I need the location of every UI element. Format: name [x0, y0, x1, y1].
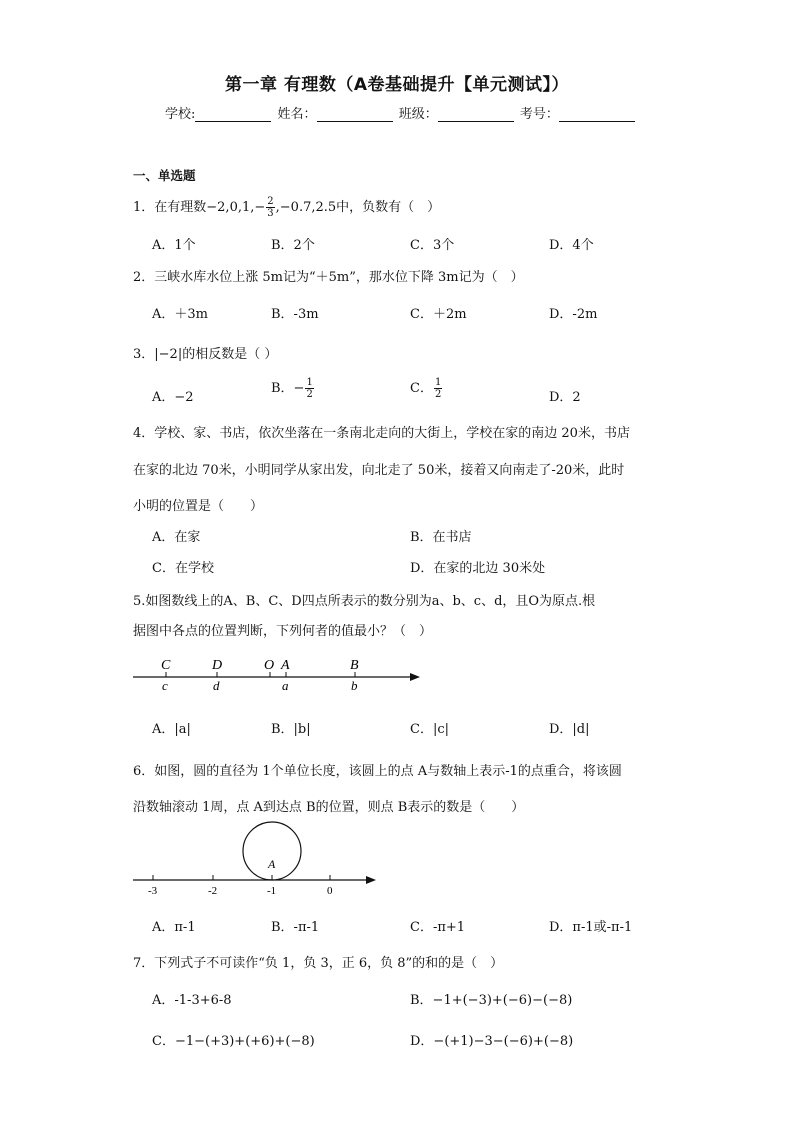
q1-fraction [266, 196, 274, 219]
q5-label-A: A [281, 658, 290, 673]
q6-tick-label-minus-2: -2 [208, 885, 218, 897]
q1-option-c[interactable]: C．3个 [410, 238, 455, 253]
q6-option-b[interactable]: B．-π-1 [271, 920, 320, 935]
q3-b-num: 1 [306, 377, 313, 388]
q6-option-d[interactable]: D．π-1或-π-1 [549, 920, 633, 935]
q5-number-line-figure [0, 650, 794, 700]
q6-tick-label-minus-1: -1 [267, 885, 277, 897]
q5-option-a[interactable]: A．|a| [152, 722, 191, 737]
question-4-line-2: 在家的北边 70米，小明同学从家出发，向北走了 50米，接着又向南走了-20米，此时 [133, 463, 625, 478]
section-title: 一、单选题 [133, 168, 196, 183]
q5-option-d[interactable]: D．|d| [549, 722, 590, 737]
q5-label-O: O [264, 658, 275, 673]
question-4-line-1: 4．学校、家、书店，依次坐落在一条南北走向的大街上，学校在家的南边 20米，书店 [133, 426, 630, 441]
q3-stem-after: 的相反数是（ ） [182, 347, 278, 362]
q3-b-den: 2 [306, 389, 313, 400]
q5-option-c[interactable]: C．|c| [410, 722, 449, 737]
q6-tick-label-0: 0 [327, 885, 333, 897]
q5-label-a: a [282, 678, 289, 693]
q1-stem-before: 1．在有理数−2,0,1,− [133, 200, 266, 215]
question-7-stem: 7．下列式子不可读作“负 1，负 3，正 6，负 8”的和的是（ ） [133, 956, 504, 971]
name-blank[interactable] [317, 107, 393, 122]
q5-label-B: B [350, 658, 359, 673]
q6-option-c[interactable]: C．-π+1 [410, 920, 466, 935]
question-4-line-3: 小明的位置是（ ） [133, 499, 264, 514]
q4-option-d[interactable]: D．在家的北边 30米处 [410, 561, 546, 576]
question-2-stem: 2．三峡水库水位上涨 5m记为“＋5m”，那水位下降 3m记为（ ） [133, 270, 524, 285]
q1-frac-num: 2 [267, 196, 274, 207]
q4-option-a[interactable]: A．在家 [152, 530, 201, 545]
question-5-line-1: 5.如图数线上的A、B、C、D四点所表示的数分别为a、b、c、d，且O为原点.根 [133, 594, 596, 609]
q5-label-d: d [213, 678, 220, 693]
q7-option-c[interactable]: C．−1−(+3)+(+6)+(−8) [152, 1034, 315, 1049]
q3-number: 3． [133, 347, 155, 362]
q6-axis-arrow [366, 876, 376, 884]
q6-tick-label-minus-3: -3 [148, 885, 158, 897]
question-6-line-2: 沿数轴滚动 1周，点 A到达点 B的位置，则点 B表示的数是（ ） [133, 800, 525, 815]
q3-option-b[interactable] [271, 377, 315, 400]
q6-circle [243, 822, 301, 880]
q3-option-c-fraction [434, 377, 442, 400]
q2-option-a[interactable]: A．＋3m [152, 307, 208, 322]
q1-option-a[interactable]: A．1个 [152, 238, 196, 253]
name-label: 姓名： [277, 107, 317, 122]
q6-circle-number-line-figure [0, 818, 794, 900]
q2-option-b[interactable]: B．-3m [271, 307, 319, 322]
q5-label-b: b [351, 678, 358, 693]
q3-option-c-prefix: C． [410, 381, 433, 396]
q5-axis-arrow [410, 673, 420, 681]
student-info-line [165, 103, 637, 122]
q1-option-d[interactable]: D．4个 [549, 238, 594, 253]
school-blank[interactable] [195, 107, 271, 122]
q3-c-den: 2 [434, 389, 442, 400]
q1-frac-den: 3 [267, 208, 274, 219]
q7-option-b[interactable]: B．−1+(−3)+(−6)−(−8) [410, 993, 573, 1008]
q4-option-c[interactable]: C．在学校 [152, 561, 214, 576]
q4-option-b[interactable]: B．在书店 [410, 530, 472, 545]
q3-abs-expression: |−2| [154, 347, 183, 362]
q5-option-b[interactable]: B．|b| [271, 722, 311, 737]
q3-option-b-prefix: B．− [271, 381, 305, 396]
q5-label-D: D [212, 658, 223, 673]
q7-option-a[interactable]: A．-1-3+6-8 [152, 993, 232, 1008]
q6-option-a[interactable]: A．π-1 [152, 920, 196, 935]
q2-option-d[interactable]: D．-2m [549, 307, 598, 322]
school-label: 学校: [165, 107, 196, 122]
q5-label-C: C [161, 658, 171, 673]
q3-option-d[interactable]: D．2 [549, 390, 581, 405]
question-1-stem [133, 196, 440, 219]
class-blank[interactable] [438, 107, 514, 122]
q7-option-d[interactable]: D．−(+1)−3−(−6)+(−8) [410, 1034, 574, 1049]
q3-option-a[interactable]: A．−2 [152, 390, 194, 405]
q6-point-A-label: A [268, 857, 276, 871]
q5-label-c: c [162, 678, 168, 693]
question-5-line-2: 据图中各点的位置判断，下列何者的值最小？（ ） [133, 624, 433, 639]
page-title: 第一章 有理数（A卷基础提升【单元测试】） [224, 75, 570, 95]
q2-option-c[interactable]: C．＋2m [410, 307, 467, 322]
q1-option-b[interactable]: B．2个 [271, 238, 315, 253]
q3-option-c[interactable] [410, 377, 443, 400]
exam-no-blank[interactable] [559, 107, 635, 122]
q3-option-b-fraction [305, 377, 313, 400]
q1-stem-after: ,−0.7,2.5中，负数有（ ） [275, 200, 441, 215]
question-3-stem [133, 343, 277, 362]
question-6-line-1: 6．如图，圆的直径为 1个单位长度，该圆上的点 A与数轴上表示-1的点重合，将该圆 [133, 764, 622, 779]
q3-c-num: 1 [434, 377, 442, 388]
class-label: 班级： [398, 107, 438, 122]
exam-no-label: 考号： [519, 107, 559, 122]
